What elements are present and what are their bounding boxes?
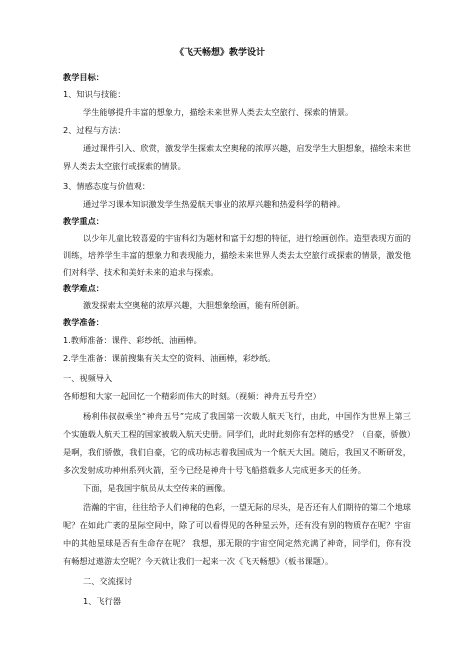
section1-paragraph2-line4: 多次发射成功神州系列火箭，至今已经是神舟十号飞船搭载多人完成更多天的任务。 bbox=[63, 465, 366, 475]
section1-paragraph4-line3: 中的其他星球是否有生命存在呢？ 我想，那无限的宇宙空间定然充满了神奇，同学们，你有没 bbox=[63, 538, 411, 548]
prep-item-2: 2.学生准备：课前搜集有关太空的资料、油画棒，彩纱纸。 bbox=[63, 353, 276, 363]
prep-item-1: 1.教师准备：课件、彩纱纸、油画棒。 bbox=[63, 335, 202, 345]
goal2-text-line1: 通过课件引入、欣赏，激发学生探索太空奥秘的浓厚兴趣，启发学生大胆想象，描绘未来世 bbox=[83, 143, 411, 153]
goal2-heading: 2、过程与方法： bbox=[63, 125, 126, 135]
goals-heading: 教学目标： bbox=[63, 72, 104, 82]
difficulty-heading: 教学难点： bbox=[63, 283, 104, 293]
section1-paragraph1: 各师想和大家一起回忆一个精彩而伟大的时刻。（视频：神舟五号升空） bbox=[63, 391, 321, 401]
key-text-line1: 以少年儿童比较喜爱的宇宙科幻为题材和富于幻想的特征，进行绘画创作。造型表现方面的 bbox=[83, 233, 411, 243]
key-text-line3: 们对科学、技术和美好未来的追求与探索。 bbox=[63, 267, 219, 277]
difficulty-text: 激发探索太空奥秘的浓厚兴趣，大胆想象绘画，能有所创新。 bbox=[83, 300, 305, 310]
section2-heading: 二、交流探讨 bbox=[83, 576, 133, 586]
goal1-text: 学生能够提升丰富的想象力，描绘未来世界人类去太空旅行、探索的情景。 bbox=[83, 107, 354, 117]
section1-paragraph4-line1: 浩瀚的宇宙，往往给予人们神秘的色彩，一望无际的尽头，是否还有人们期待的第二个地球 bbox=[83, 502, 411, 512]
section1-paragraph4-line2: 呢？在如此广袤的星际空间中，除了可以看得见的各种星云外，还有没有别的物质存在呢？宇宙 bbox=[63, 520, 411, 530]
goal3-heading: 3、情感态度与价值观： bbox=[63, 181, 151, 191]
section2-item1: 1、飞行器 bbox=[83, 596, 121, 606]
section1-heading: 一、视频导入 bbox=[63, 373, 113, 383]
section1-paragraph2-line1: 杨利伟叔叔乘坐“神舟五号”完成了我国第一次载人航天飞行，由此，中国作为世界上第三 bbox=[83, 411, 411, 421]
key-heading: 教学重点： bbox=[63, 216, 104, 226]
goal1-heading: 1、知识与技能： bbox=[63, 89, 126, 99]
section1-paragraph2-line3: 是啊，我们骄傲，我们自豪，它的成功标志着我国成为一个航天大国。随后，我国又不断研发， bbox=[63, 447, 411, 457]
section1-paragraph2-line2: 个实施载人航天工程的国家被载入航天史册。同学们，此时此刻你有怎样的感受？（自豪，骄傲） bbox=[63, 429, 416, 439]
section1-paragraph4-line4: 有畅想过遨游太空呢？今天就让我们一起来一次《飞天畅想》（板书课题）。 bbox=[63, 556, 334, 566]
document-title: 《飞天畅想》教学设计 bbox=[175, 48, 266, 58]
key-text-line2: 训练，培养学生丰富的想象力和表现能力，描绘未来世界人类去太空旅行或探索的情景，激发他 bbox=[63, 250, 411, 260]
prep-heading: 教学准备： bbox=[63, 317, 104, 327]
goal2-text-line2: 界人类去太空旅行或探索的情景。 bbox=[63, 161, 186, 171]
goal3-text: 通过学习课本知识激发学生热爱航天事业的浓厚兴趣和热爱科学的精神。 bbox=[83, 199, 346, 209]
section1-paragraph3: 下面，是我国宇航员从太空传来的画像。 bbox=[83, 483, 231, 493]
